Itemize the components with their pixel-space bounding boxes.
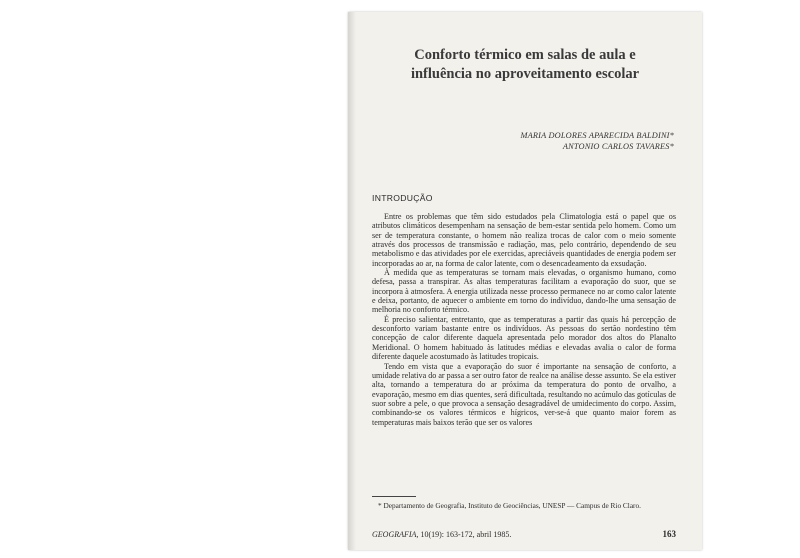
footnote: * Departamento de Geografia, Instituto de Geociências, UNESP — Campus de Rio Claro. [378,501,641,510]
author-name: ANTONIO CARLOS TAVARES* [562,142,674,151]
body-paragraph: Tendo em vista que a evaporação do suor é importante na sensação de conforto, a umidade relativa do ar passa a ser outro fator de realce na análise desse assunto. Se ela estiver alta, tornando a temperatura do ar próxima da temperatura do ponto de orvalho, a evaporação, mesmo em dias quentes, será dificultada, resultando no acúmulo das gotículas de suor sobre a pele, o que provoca a sensação desagradável de umidecimento do corpo. Assim, combinando-se os valores térmicos e hígricos, ver-se-á que quanto maior forem as temperaturas mais baixos terão que ser os valores [372,361,676,427]
journal-name: GEOGRAFIA, [372,530,419,539]
article-title-line-2: influência no aproveitamento escolar [410,66,640,82]
journal-volume-info: 10(19): 163-172, abril 1985. [420,530,512,539]
section-heading: INTRODUÇÃO [372,193,433,203]
article-title-line-1: Conforto térmico em salas de aula e [414,47,636,63]
body-paragraph: Entre os problemas que têm sido estudados pela Climatologia está o papel que os atributos climáticos desempenham na sensação de bem-estar sentida pelo homem. Como um ser de temperatura constante, o homem não realiza trocas de calor com o meio somente através dos processos de transmissão e radiação, mas, pelo contrário, dependendo de seu metabolismo e das atividades por ele exercidas, apreciáveis quantidades de energia podem ser incorporadas ao ar, na forma de calor latente, com o desencadeamento da exsudação. [372,212,676,268]
journal-citation [372,530,511,539]
author-list [520,130,674,152]
body-paragraph: À medida que as temperaturas se tornam mais elevadas, o organismo humano, como defesa, passa a transpirar. As altas temperaturas facilitam a evaporação do suor, que se incorpora à atmosfera. A energia utilizada nesse processo permanece no ar como calor latente e deixa, portanto, de aquecer o ambiente em torno do indivíduo, dando-lhe uma sensação de melhoria no conforto térmico. [372,268,676,315]
author-name: MARIA DOLORES APARECIDA BALDINI* [520,131,674,140]
article-body [372,212,676,427]
journal-page [348,12,702,550]
footnote-divider [372,496,416,497]
body-paragraph: É preciso salientar, entretanto, que as temperaturas a partir das quais há percepção de desconforto variam bastante entre os indivíduos. As pessoas do sertão nordestino têm concepção de calor diferente daquela apresentada pelo morador dos altos do Planalto Meridional. O homem habituado às latitudes médias e elevadas avalia o calor de forma diferente daquele acostumado às latitudes tropicais. [372,314,676,362]
article-title [348,46,702,84]
page-gutter-shadow [348,12,356,550]
page-number: 163 [662,529,676,539]
